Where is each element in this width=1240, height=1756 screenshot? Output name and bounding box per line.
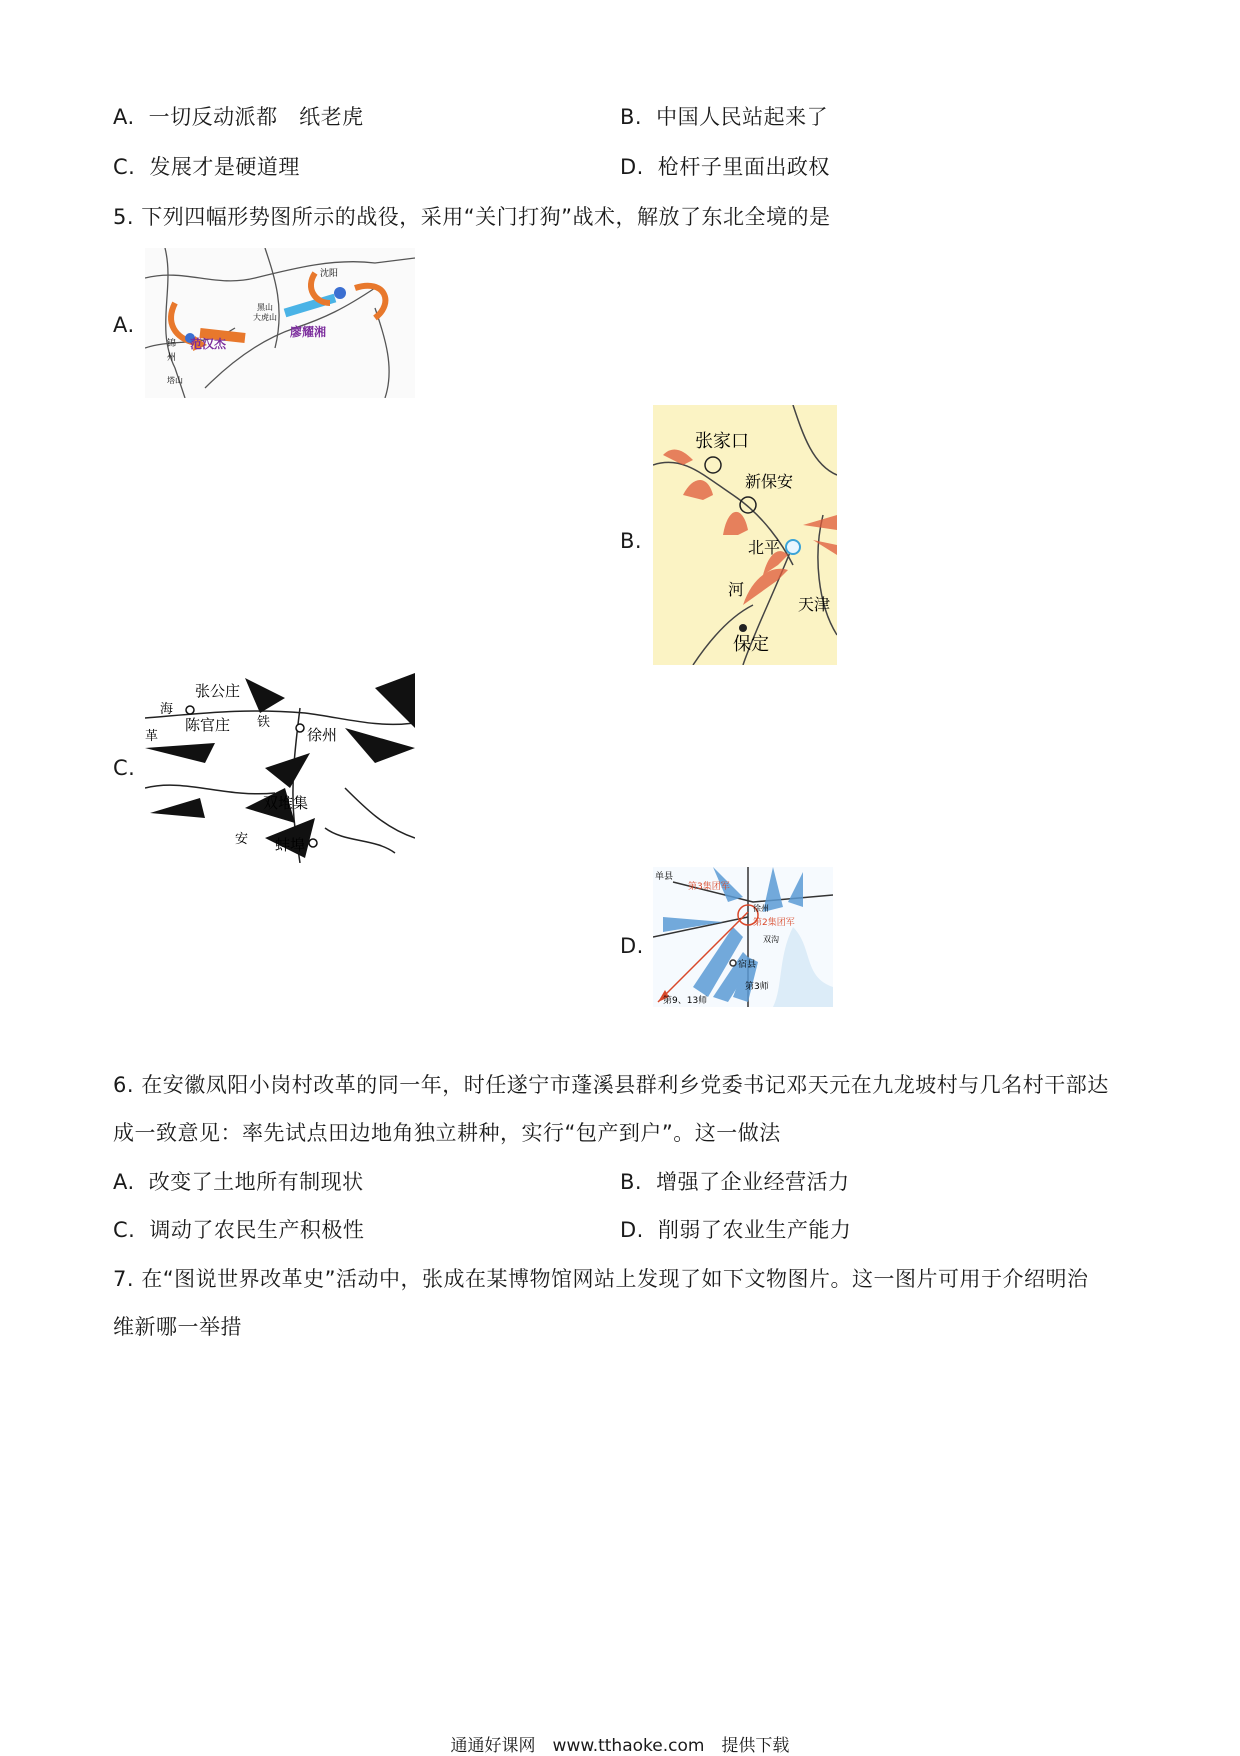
map-label-shuanggou: 双沟 (763, 935, 779, 944)
option-letter: B. (620, 1170, 643, 1194)
q5-option-d-letter: D. (620, 934, 644, 958)
q4-option-b (620, 102, 828, 132)
map-liaoshen-svg (145, 248, 415, 398)
map-label-ge: 革 (145, 729, 159, 744)
map-label-shenyang: 沈阳 (320, 269, 339, 279)
option-text: 枪杆子里面出政权 (657, 155, 830, 179)
city-marker (186, 706, 194, 714)
map-xubeng (653, 867, 833, 1007)
option-text: 中国人民站起来了 (656, 105, 829, 129)
q5-option-a-letter: A. (113, 313, 135, 337)
map-huaihai-svg (145, 668, 415, 863)
q6-option-d (620, 1215, 851, 1245)
city-marker (739, 624, 747, 632)
map-label-heishan: 黑山 (257, 303, 273, 312)
option-text: 调动了农民生产积极性 (149, 1218, 365, 1242)
option-letter: B. (620, 105, 643, 129)
q5-option-b-letter: B. (620, 529, 643, 553)
q4-option-a (113, 102, 364, 132)
map-label-dahushan: 大虎山 (253, 313, 277, 322)
map-label-xinbaoan: 新保安 (745, 472, 794, 491)
option-letter: D. (620, 1218, 644, 1242)
map-label-tianjin: 天津 (798, 595, 831, 614)
q4-option-d (620, 152, 830, 182)
map-huaihai (145, 668, 415, 863)
page-footer: 通通好课网 www.tthaoke.com 提供下载 (450, 1736, 790, 1756)
map-label-xuzhou-d: 徐州 (753, 904, 769, 913)
map-label-3rd-division: 第3师 (745, 982, 769, 992)
q6-option-a (113, 1167, 364, 1197)
map-label-tashan: 塔山 (167, 376, 183, 385)
map-label-an: 安 (235, 832, 249, 847)
q6-stem-line1: 6. 在安徽凤阳小岗村改革的同一年，时任遂宁市蓬溪县群利乡党委书记邓天元在九龙坡村与几名村干部达 (113, 1073, 1109, 1097)
map-label-liaoyaoxiang: 廖耀湘 (290, 325, 327, 339)
q6-option-b (620, 1167, 850, 1197)
q7-stem-line2: 维新哪一举措 (113, 1315, 242, 1339)
option-letter: C. (113, 1218, 136, 1242)
map-label-2nd-army: 第2集团军 (753, 918, 795, 928)
option-text: 一切反动派都 纸老虎 (148, 105, 364, 129)
map-label-suxian: 宿县 (738, 960, 757, 970)
option-text: 发展才是硬道理 (149, 155, 300, 179)
map-label-shuangduiji: 双堆集 (263, 794, 309, 812)
map-label-xuzhou: 徐州 (307, 726, 338, 744)
option-letter: D. (620, 155, 644, 179)
option-letter: A. (113, 105, 135, 129)
map-xubeng-svg (653, 867, 833, 1007)
city-marker (334, 287, 346, 299)
option-letter: C. (113, 155, 136, 179)
map-liaoshen (145, 248, 415, 398)
map-label-tie: 铁 (257, 715, 271, 730)
map-label-zhou: 州 (167, 353, 177, 363)
option-text: 增强了企业经营活力 (656, 1170, 850, 1194)
city-marker (296, 724, 304, 732)
map-label-he: 河 (728, 580, 745, 599)
city-marker (786, 540, 800, 554)
option-text: 削弱了农业生产能力 (657, 1218, 852, 1242)
city-marker (309, 839, 317, 847)
map-label-jin: 锦 (167, 339, 177, 349)
q6-stem-line2: 成一致意见：率先试点田边地角独立耕种，实行“包产到户”。这一做法 (113, 1121, 781, 1145)
q6-option-c (113, 1215, 364, 1245)
map-label-3rd-army: 第3集团军 (688, 882, 730, 892)
map-label-fanhanjie: 范汉杰 (190, 337, 227, 351)
map-label-bengbu: 蚌埠 (275, 836, 306, 854)
map-label-hai: 海 (160, 702, 174, 717)
q5-option-c-letter: C. (113, 756, 136, 780)
map-label-zhanggongzhuang: 张公庄 (195, 682, 241, 700)
map-label-zhangjiakou: 张家口 (695, 431, 749, 452)
q4-option-c (113, 152, 300, 182)
map-pingjin-svg (653, 405, 837, 665)
map-label-beiping: 北平 (748, 538, 781, 557)
q7-stem-line1: 7. 在“图说世界改革史”活动中，张成在某博物馆网站上发现了如下文物图片。这一图片可用于介绍明治 (113, 1267, 1089, 1291)
map-label-chenguanzhuang: 陈官庄 (185, 716, 231, 734)
option-text: 改变了土地所有制现状 (148, 1170, 364, 1194)
map-label-9-13-division: 第9、13师 (663, 996, 708, 1006)
option-letter: A. (113, 1170, 135, 1194)
city-marker (730, 960, 736, 966)
map-label-baoding: 保定 (733, 634, 769, 655)
q5-stem: 5. 下列四幅形势图所示的战役，采用“关门打狗”战术，解放了东北全境的是 (113, 205, 831, 229)
map-pingjin (653, 405, 837, 665)
map-label-danxian: 单县 (655, 872, 674, 882)
